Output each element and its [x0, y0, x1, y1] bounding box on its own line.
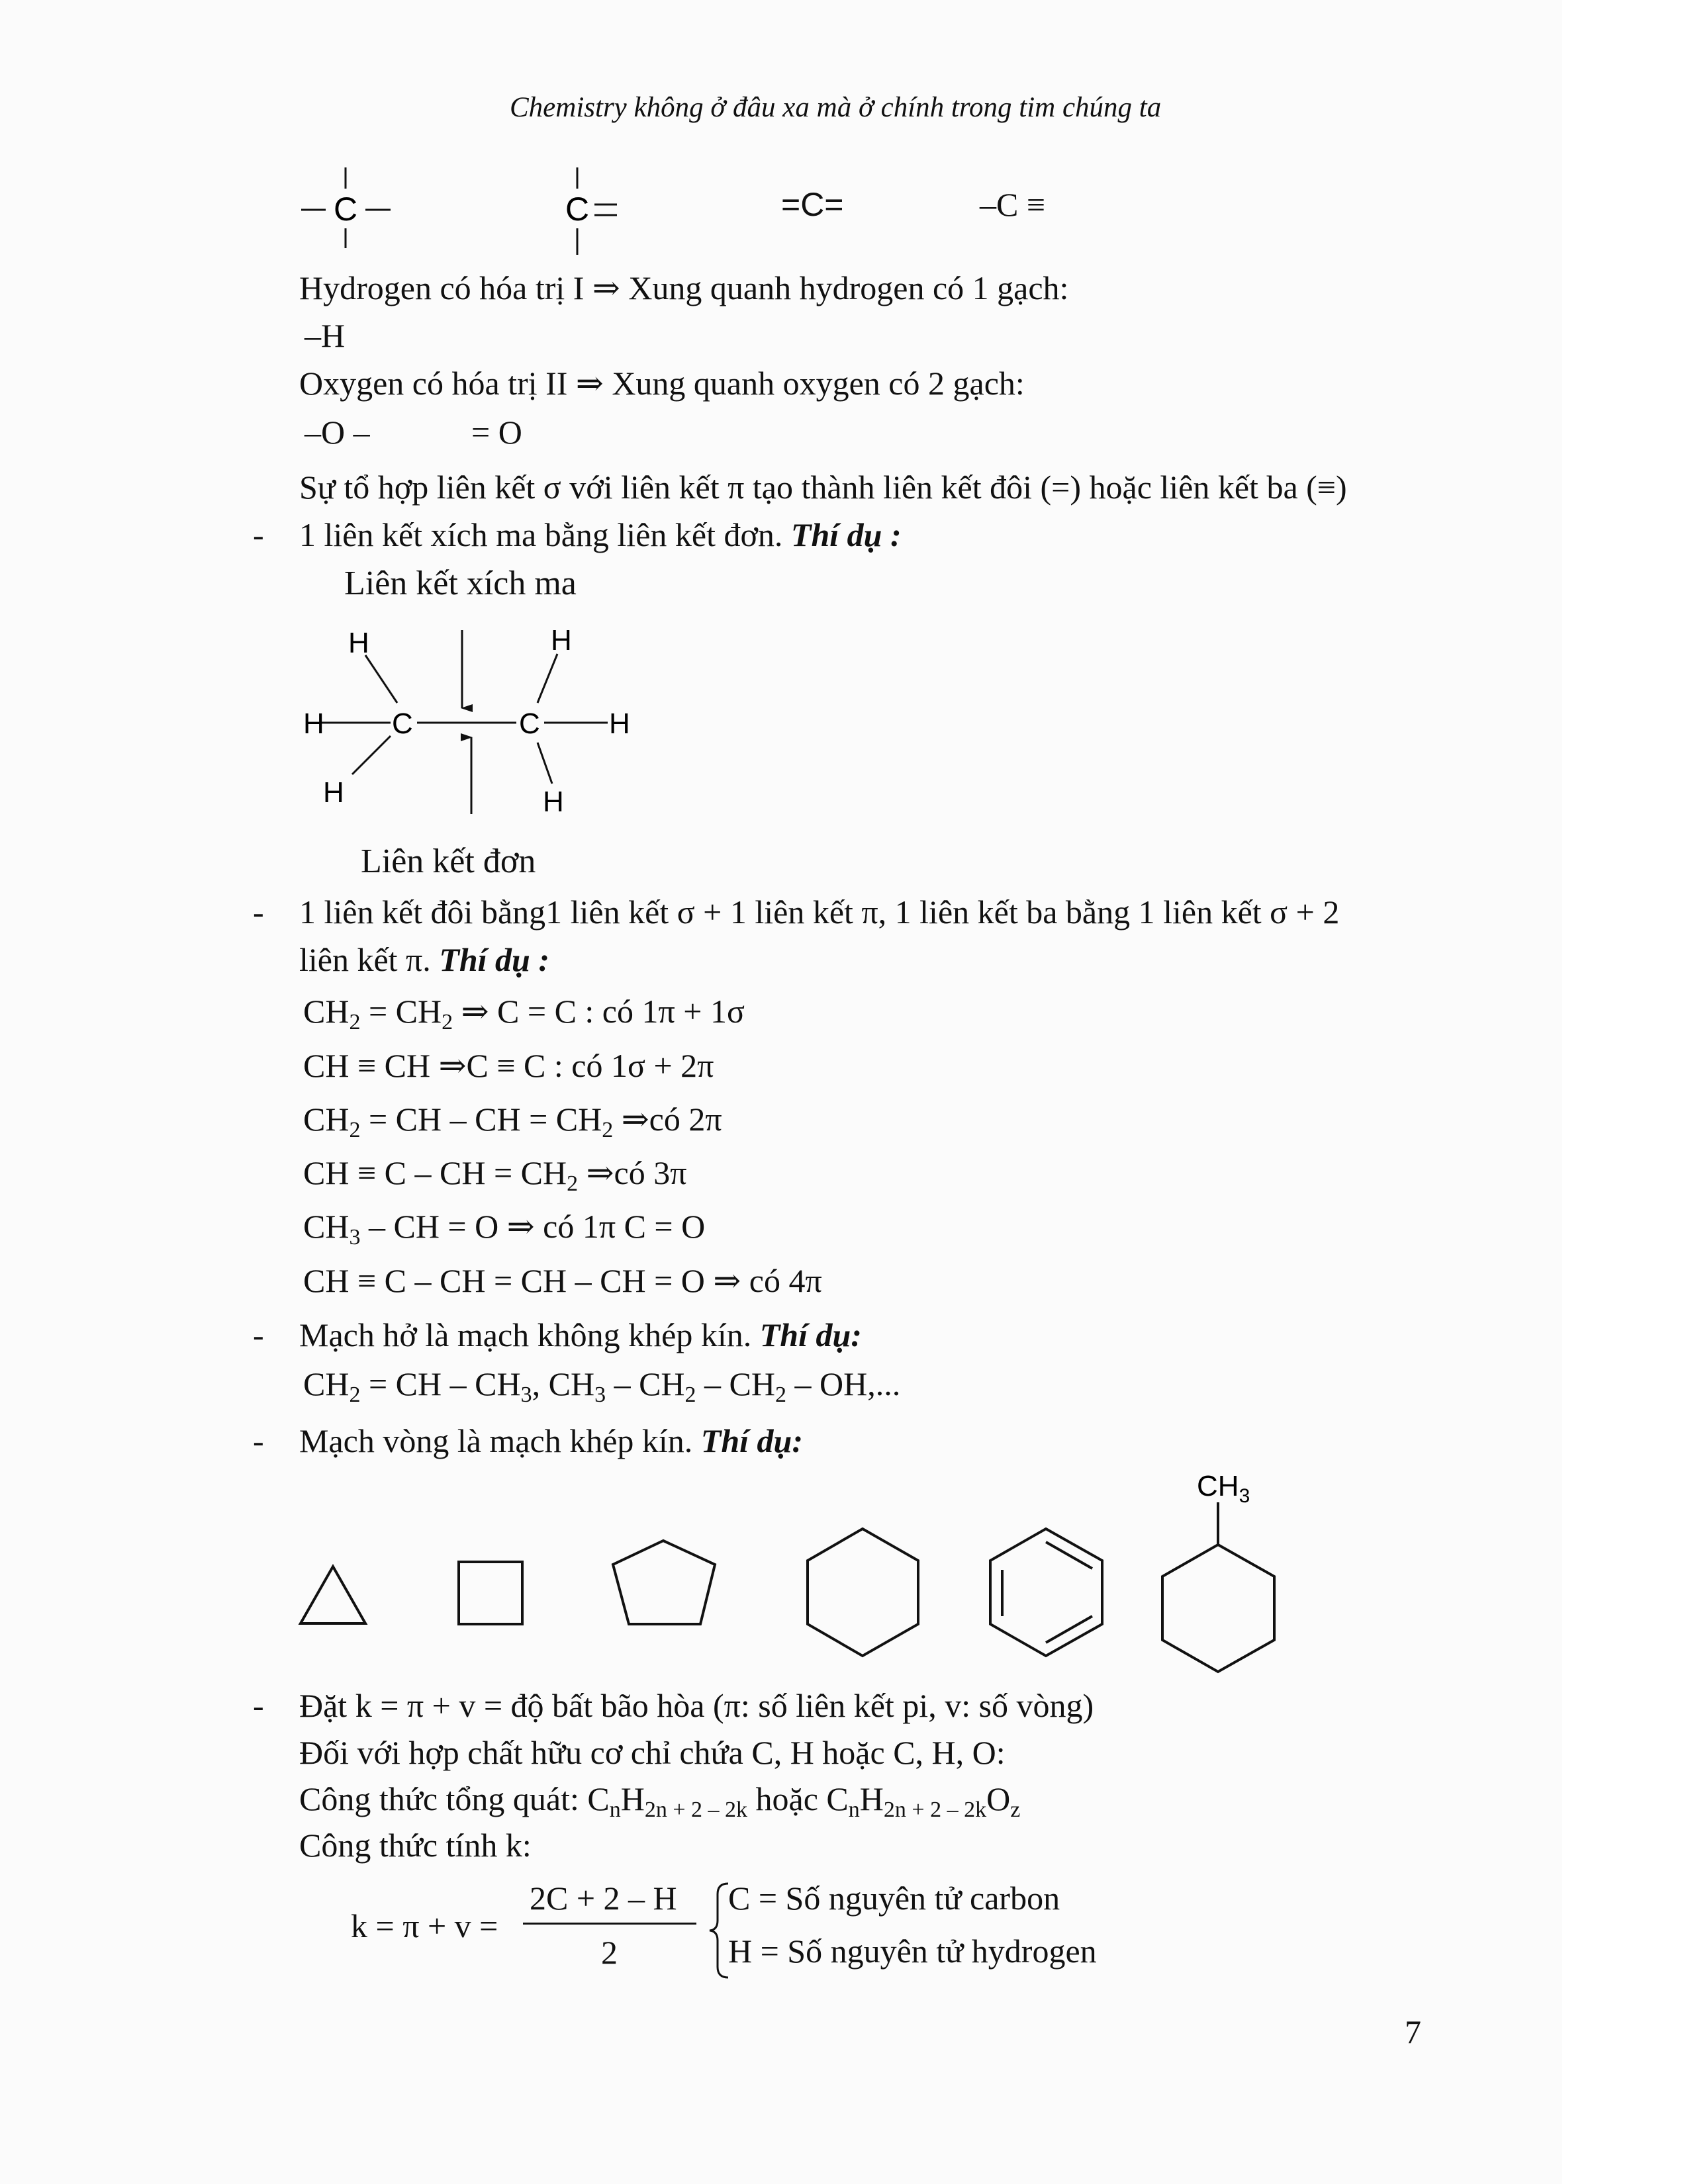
bullet-dash-pi: - — [253, 893, 264, 931]
k-legend-carbon: C = Số nguyên tử carbon — [728, 1880, 1060, 1917]
cyclopropane-shape — [301, 1567, 365, 1623]
carbon-two-double-bonds: =C= — [781, 186, 844, 223]
atom-h-left: H — [303, 707, 324, 740]
open-chain-examples: $CH_2$ = CH – $CH_3$, $CH_3 - CH_2 - CH_2$ – OH,... — [303, 1365, 901, 1408]
ring-example-label: Thí dụ: — [700, 1422, 803, 1459]
atom-h-top-left: H — [348, 627, 369, 659]
sigma-bond-label: Liên kết xích ma — [344, 565, 577, 602]
hydrogen-bond: –H — [305, 317, 346, 354]
ethane-structure-diagram — [291, 615, 662, 834]
oxygen-double-bond: = O — [471, 414, 522, 451]
general-formula: Công thức tổng quát: $C_nH_{2n + 2 - 2k}$ hoặc $C_nH_{2n + 2 - 2k}O_z$ — [299, 1780, 1021, 1823]
k-formula-denominator: 2 — [601, 1934, 618, 1971]
oxygen-single-bonds: –O – — [305, 414, 370, 451]
methyl-label: $CH_3$ — [1197, 1470, 1250, 1507]
unsaturation-definition: Đặt k = π + v = độ bất bão hòa (π: số liên kết pi, v: số vòng) — [299, 1687, 1094, 1724]
k-formula-title: Công thức tính k: — [299, 1827, 532, 1864]
cyclohexane-shape — [808, 1529, 918, 1656]
bullet-dash-k: - — [253, 1687, 264, 1724]
example-vinylacetylene: CH ≡ C – CH = $CH_2$ ⇒có 3π — [303, 1154, 687, 1197]
k-formula-lhs: k = π + v = — [351, 1907, 498, 1944]
pi-bond-definition-line1: 1 liên kết đôi bằng1 liên kết σ + 1 liên kết π, 1 liên kết ba bằng 1 liên kết σ + 2 — [299, 893, 1340, 931]
organic-compound-scope: Đối với hợp chất hữu cơ chỉ chứa C, H hoặc C, H, O: — [299, 1734, 1006, 1771]
open-chain-example-label: Thí dụ: — [759, 1316, 862, 1353]
ring-structures — [285, 1463, 1357, 1681]
example-acetaldehyde: $CH_3$ – CH = O ⇒ có 1π C = O — [303, 1208, 706, 1250]
example-four-pi: CH ≡ C – CH = CH – CH = O ⇒ có 4π — [303, 1262, 822, 1299]
pi-example-label: Thí dụ : — [439, 941, 550, 978]
atom-h-right: H — [609, 707, 630, 740]
atom-h-bottom-right: H — [543, 786, 564, 818]
pi-bond-definition-line2 — [299, 940, 549, 979]
open-chain-definition: Mạch hở là mạch không khép kín. Thí dụ: — [299, 1316, 862, 1353]
carbon-label-1: C — [333, 191, 358, 228]
example-butadiene: $CH_2$ = CH – CH = $CH_2$ ⇒có 2π — [303, 1101, 722, 1143]
carbon-bond-structures — [291, 162, 755, 261]
cyclobutane-shape — [459, 1562, 522, 1624]
pi-text: liên kết π. — [299, 941, 440, 978]
sigma-text: 1 liên kết xích ma bằng liên kết đơn. — [299, 516, 791, 553]
carbon-label-2: C — [565, 191, 590, 228]
sigma-bond-definition — [299, 515, 902, 555]
page-header: Chemistry không ở đâu xa mà ở chính trong tim chúng ta — [510, 92, 1162, 123]
methylcyclohexane-shape — [1162, 1545, 1274, 1672]
cyclopentane-shape — [613, 1541, 715, 1624]
bullet-dash-ring: - — [253, 1422, 264, 1459]
carbon-triple-bond: –C ≡ — [980, 186, 1046, 223]
k-legend-hydrogen: H = Số nguyên tử hydrogen — [728, 1933, 1097, 1970]
k-formula-numerator: 2C + 2 – H — [530, 1880, 677, 1917]
oxygen-valence-rule: Oxygen có hóa trị II ⇒ Xung quanh oxygen có 2 gạch: — [299, 365, 1025, 402]
page-number: 7 — [1405, 2013, 1421, 2050]
bullet-dash-sigma: - — [253, 516, 264, 553]
k-fraction-bar — [523, 1923, 696, 1925]
benzene-shape — [990, 1529, 1102, 1656]
example-ethyne: CH ≡ CH ⇒C ≡ C : có 1σ + 2π — [303, 1047, 714, 1084]
sigma-example-label: Thí dụ : — [790, 516, 902, 553]
hydrogen-valence-rule: Hydrogen có hóa trị I ⇒ Xung quanh hydrogen có 1 gạch: — [299, 269, 1069, 306]
bond-combination-text: Sự tổ hợp liên kết σ với liên kết π tạo thành liên kết đôi (=) hoặc liên kết ba (≡) — [299, 469, 1347, 506]
single-bond-label: Liên kết đơn — [361, 842, 536, 880]
atom-c-right: C — [519, 707, 540, 740]
atom-c-left: C — [392, 707, 413, 740]
bullet-dash-open-chain: - — [253, 1316, 264, 1353]
example-ethene: $CH_2 = CH_2$ ⇒ C = C : có 1π + 1σ — [303, 993, 745, 1035]
atom-h-top-right: H — [551, 624, 572, 657]
atom-h-bottom-left: H — [323, 776, 344, 809]
ring-definition: Mạch vòng là mạch khép kín. Thí dụ: — [299, 1422, 803, 1459]
